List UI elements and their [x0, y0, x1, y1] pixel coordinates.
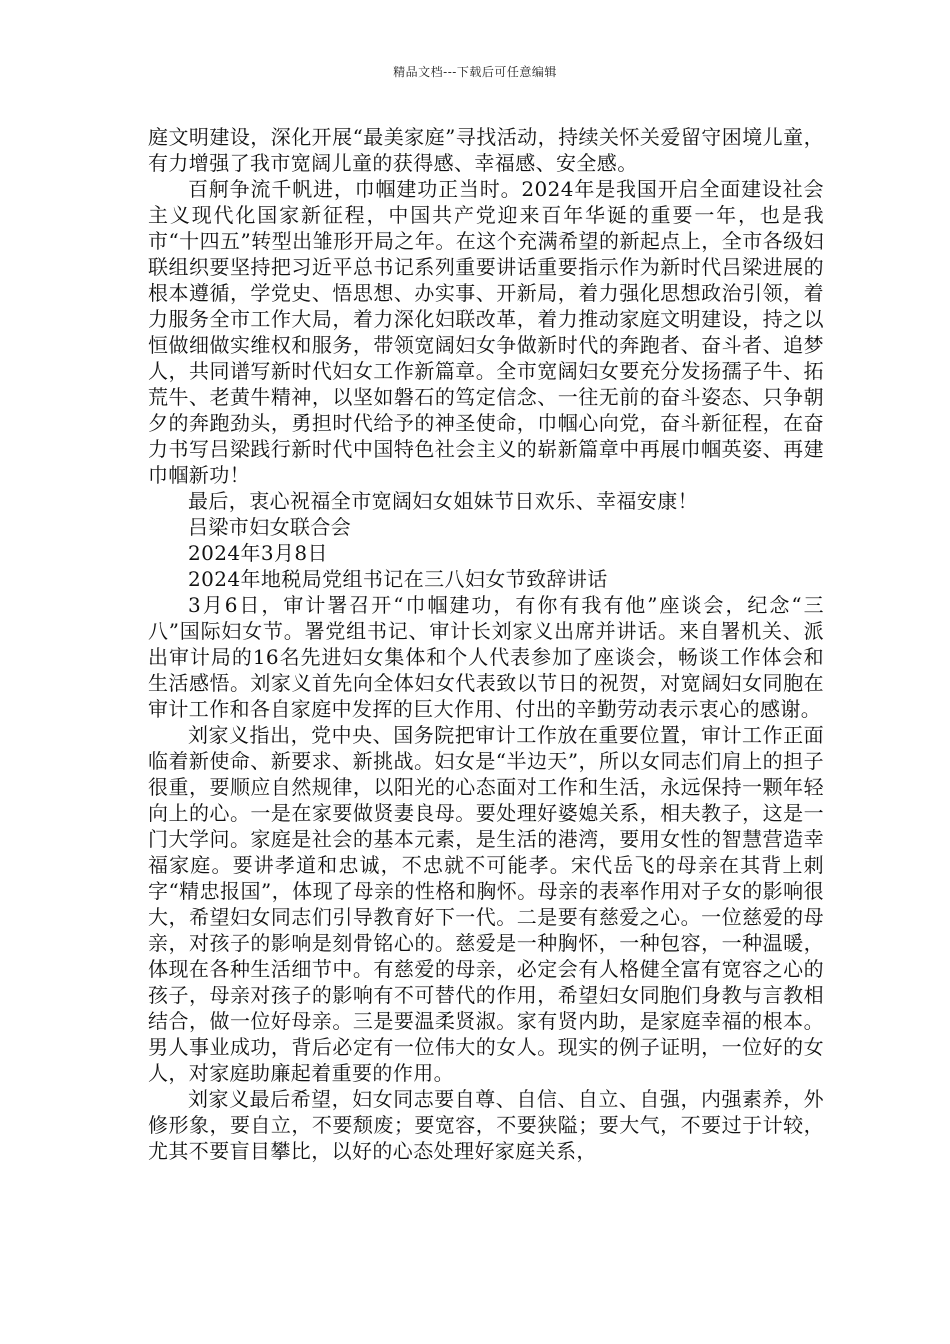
- paragraph-closing-wishes: 最后，衷心祝福全市宽阔妇女姐妹节日欢乐、幸福安康！: [188, 489, 698, 513]
- paragraph-continuation: 庭文明建设，深化开展“最美家庭”寻找活动，持续关怀关爱留守困境儿童，有力增强了我市宽阔儿童的获得感、幸福感、安全感。: [148, 125, 824, 175]
- signature-organization: 吕梁市妇女联合会: [188, 515, 352, 539]
- signature-date: 2024年3月8日: [188, 541, 328, 565]
- paragraph-final-hopes: 刘家义最后希望，妇女同志要自尊、自信、自立、自强，内强素养，外修形象，要自立，不要颓废；要宽容，不要狭隘；要大气，不要过于计较，尤其不要盲目攀比，以好的心态处理好家庭关系，: [148, 1087, 824, 1163]
- document-body: [148, 124, 824, 1164]
- paragraph-symposium: 3月6日，审计署召开“巾帼建功，有你有我有他”座谈会，纪念“三八”国际妇女节。署党组书记、审计长刘家义出席并讲话。来自署机关、派出审计局的16名先进妇女集体和个人代表参加了座谈会，畅谈工作体会和生活感悟。刘家义首先向全体妇女代表致以节日的祝贺，对宽阔妇女同胞在审计工作和各自家庭中发挥的巨大作用、付出的辛勤劳动表示衷心的感谢。: [148, 593, 824, 721]
- paragraph-speech-points: 刘家义指出，党中央、国务院把审计工作放在重要位置，审计工作正面临着新使命、新要求、新挑战。妇女是“半边天”，所以女同志们肩上的担子很重，要顺应自然规律，以阳光的心态面对工作和生活，永远保持一颗年轻向上的心。一是在家要做贤妻良母。要处理好婆媳关系，相夫教子，这是一门大学问。家庭是社会的基本元素，是生活的港湾，要用女性的智慧营造幸福家庭。要讲孝道和忠诚，不忠就不可能孝。宋代岳飞的母亲在其背上刺字“精忠报国”，体现了母亲的性格和胸怀。母亲的表率作用对子女的影响很大，希望妇女同志们引导教育好下一代。二是要有慈爱之心。一位慈爱的母亲，对孩子的影响是刻骨铭心的。慈爱是一种胸怀，一种包容，一种温暖，体现在各种生活细节中。有慈爱的母亲，必定会有人格健全富有宽容之心的孩子，母亲对孩子的影响有不可替代的作用，希望妇女同胞们身教与言教相结合，做一位好母亲。三是要温柔贤淑。家有贤内助，是家庭幸福的根本。男人事业成功，背后必定有一位伟大的女人。现实的例子证明，一位好的女人，对家庭助廉起着重要的作用。: [148, 723, 824, 1085]
- page-header: 精品文档---下载后可任意编辑: [393, 65, 557, 79]
- section-title: 2024年地税局党组书记在三八妇女节致辞讲话: [188, 567, 608, 591]
- paragraph-new-journey: 百舸争流千帆进，巾帼建功正当时。2024年是我国开启全面建设社会主义现代化国家新征程，中国共产党迎来百年华诞的重要一年，也是我市“十四五”转型出雏形开局之年。在这个充满希望的新起点上，全市各级妇联组织要坚持把习近平总书记系列重要讲话重要指示作为新时代吕梁进展的根本遵循，学党史、悟思想、办实事、开新局，着力强化思想政治引领，着力服务全市工作大局，着力深化妇联改革，着力推动家庭文明建设，持之以恒做细做实维权和服务，带领宽阔妇女争做新时代的奔跑者、奋斗者、追梦人，共同谱写新时代妇女工作新篇章。全市宽阔妇女要充分发扬孺子牛、拓荒牛、老黄牛精神，以坚如磐石的笃定信念、一往无前的奋斗姿态、只争朝夕的奔跑劲头，勇担时代给予的神圣使命，巾帼心向党，奋斗新征程，在奋力书写吕梁践行新时代中国特色社会主义的崭新篇章中再展巾帼英姿、再建巾帼新功！: [148, 177, 824, 487]
